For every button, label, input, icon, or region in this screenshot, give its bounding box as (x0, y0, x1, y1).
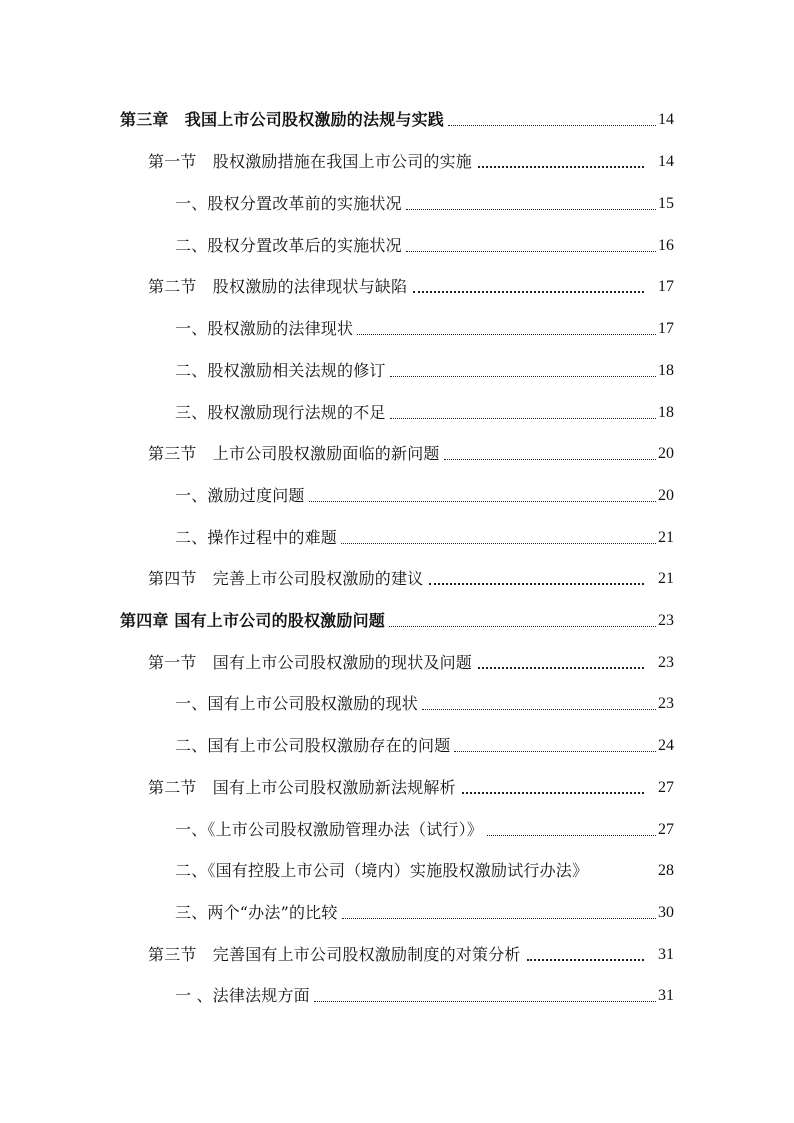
toc-page-number: 21 (658, 529, 674, 546)
toc-page-number: 31 (658, 987, 674, 1004)
toc-entry-subsection[interactable] (175, 895, 674, 923)
toc-entry-title: 二、操作过程中的难题 (175, 528, 338, 547)
toc-entry-section[interactable] (148, 561, 674, 589)
toc-leader-dots (422, 708, 656, 710)
toc-page-number: 14 (658, 153, 674, 170)
toc-entry-chapter[interactable] (120, 603, 674, 631)
toc-page-number: 17 (658, 320, 674, 337)
toc-entry-subsection[interactable] (175, 395, 674, 423)
toc-entry-title: 第四节 完善上市公司股权激励的建议 (148, 569, 424, 588)
toc-page-number: 21 (658, 570, 674, 587)
toc-page-number: 14 (658, 111, 674, 128)
toc-entry-subsection[interactable] (175, 478, 674, 506)
toc-leader-dots (413, 290, 644, 293)
toc-entry-title: 一、股权分置改革前的实施状况 (175, 194, 402, 213)
toc-entry-title: 第四章 国有上市公司的股权激励问题 (120, 611, 385, 630)
toc-leader-dots (487, 834, 656, 836)
toc-page-number: 28 (658, 862, 674, 879)
toc-leader-dots (406, 208, 656, 210)
toc-page-number: 18 (658, 362, 674, 379)
toc-leader-dots (314, 1000, 656, 1002)
toc-entry-title: 第二节 股权激励的法律现状与缺陷 (148, 277, 408, 296)
toc-entry-title: 一 、法律法规方面 (175, 986, 310, 1005)
toc-entry-subsection[interactable] (175, 853, 674, 881)
toc-entry-subsection[interactable] (175, 353, 674, 381)
toc-entry-title: 第二节 国有上市公司股权激励新法规解析 (148, 778, 456, 797)
toc-page-number: 20 (658, 487, 674, 504)
toc-page-number: 20 (658, 445, 674, 462)
toc-leader-dots (594, 880, 654, 881)
toc-page-number: 27 (658, 821, 674, 838)
toc-entry-chapter[interactable] (120, 102, 674, 130)
toc-entry-title: 第一节 国有上市公司股权激励的现状及问题 (148, 653, 473, 672)
toc-page-number: 24 (658, 737, 674, 754)
toc-entry-title: 第三节 完善国有上市公司股权激励制度的对策分析 (148, 945, 521, 964)
toc-entry-title: 三、两个“办法”的比较 (175, 903, 338, 922)
toc-leader-dots (454, 750, 656, 752)
toc-entry-title: 二、《国有控股上市公司（境内）实施股权激励试行办法》 (175, 861, 589, 880)
toc-page-number: 27 (658, 779, 674, 796)
toc-entry-subsection[interactable] (175, 686, 674, 714)
toc-leader-dots (390, 417, 656, 419)
toc-leader-dots (342, 917, 656, 919)
toc-entry-title: 三、股权激励现行法规的不足 (175, 403, 386, 422)
toc-leader-dots (406, 250, 656, 252)
toc-entry-title: 第三章 我国上市公司股权激励的法规与实践 (120, 110, 445, 129)
toc-entry-section[interactable] (148, 144, 674, 172)
toc-leader-dots (357, 333, 656, 335)
toc-entry-title: 一、国有上市公司股权激励的现状 (175, 694, 419, 713)
toc-entry-title: 一、激励过度问题 (175, 486, 305, 505)
toc-leader-dots (390, 375, 656, 377)
toc-entry-title: 一、股权激励的法律现状 (175, 319, 354, 338)
toc-entry-title: 第一节 股权激励措施在我国上市公司的实施 (148, 152, 473, 171)
toc-entry-subsection[interactable] (175, 728, 674, 756)
toc-leader-dots (527, 958, 644, 961)
toc-leader-dots (478, 666, 644, 669)
toc-entry-subsection[interactable] (175, 812, 674, 840)
toc-page-number: 15 (658, 195, 674, 212)
toc-page-number: 17 (658, 278, 674, 295)
toc-leader-dots (389, 625, 656, 627)
toc-entry-title: 二、股权分置改革后的实施状况 (175, 236, 402, 255)
toc-entry-section[interactable] (148, 770, 674, 798)
toc-page-number: 30 (658, 904, 674, 921)
toc-leader-dots (444, 458, 656, 460)
toc-entry-subsection[interactable] (175, 978, 674, 1006)
toc-page-number: 23 (658, 612, 674, 629)
toc-entry-section[interactable] (148, 269, 674, 297)
toc-entry-subsection[interactable] (175, 520, 674, 548)
toc-leader-dots (341, 542, 656, 544)
toc-entry-section[interactable] (148, 645, 674, 673)
toc-leader-dots (448, 124, 656, 126)
toc-entry-subsection[interactable] (175, 311, 674, 339)
toc-page-number: 18 (658, 404, 674, 421)
toc-page-number: 23 (658, 695, 674, 712)
toc-leader-dots (309, 500, 656, 502)
toc-entry-section[interactable] (148, 436, 674, 464)
toc-leader-dots (429, 582, 644, 585)
toc-leader-dots (478, 165, 644, 168)
toc-entry-section[interactable] (148, 937, 674, 965)
toc-entry-title: 第三节 上市公司股权激励面临的新问题 (148, 444, 440, 463)
toc-entry-title: 一、《上市公司股权激励管理办法（试行）》 (175, 820, 484, 839)
toc-leader-dots (462, 791, 644, 794)
toc-entry-title: 二、国有上市公司股权激励存在的问题 (175, 736, 451, 755)
toc-page-number: 31 (658, 946, 674, 963)
toc-page-number: 23 (658, 654, 674, 671)
toc-entry-subsection[interactable] (175, 186, 674, 214)
toc-page-number: 16 (658, 237, 674, 254)
toc-entry-subsection[interactable] (175, 228, 674, 256)
toc-entry-title: 二、股权激励相关法规的修订 (175, 361, 386, 380)
